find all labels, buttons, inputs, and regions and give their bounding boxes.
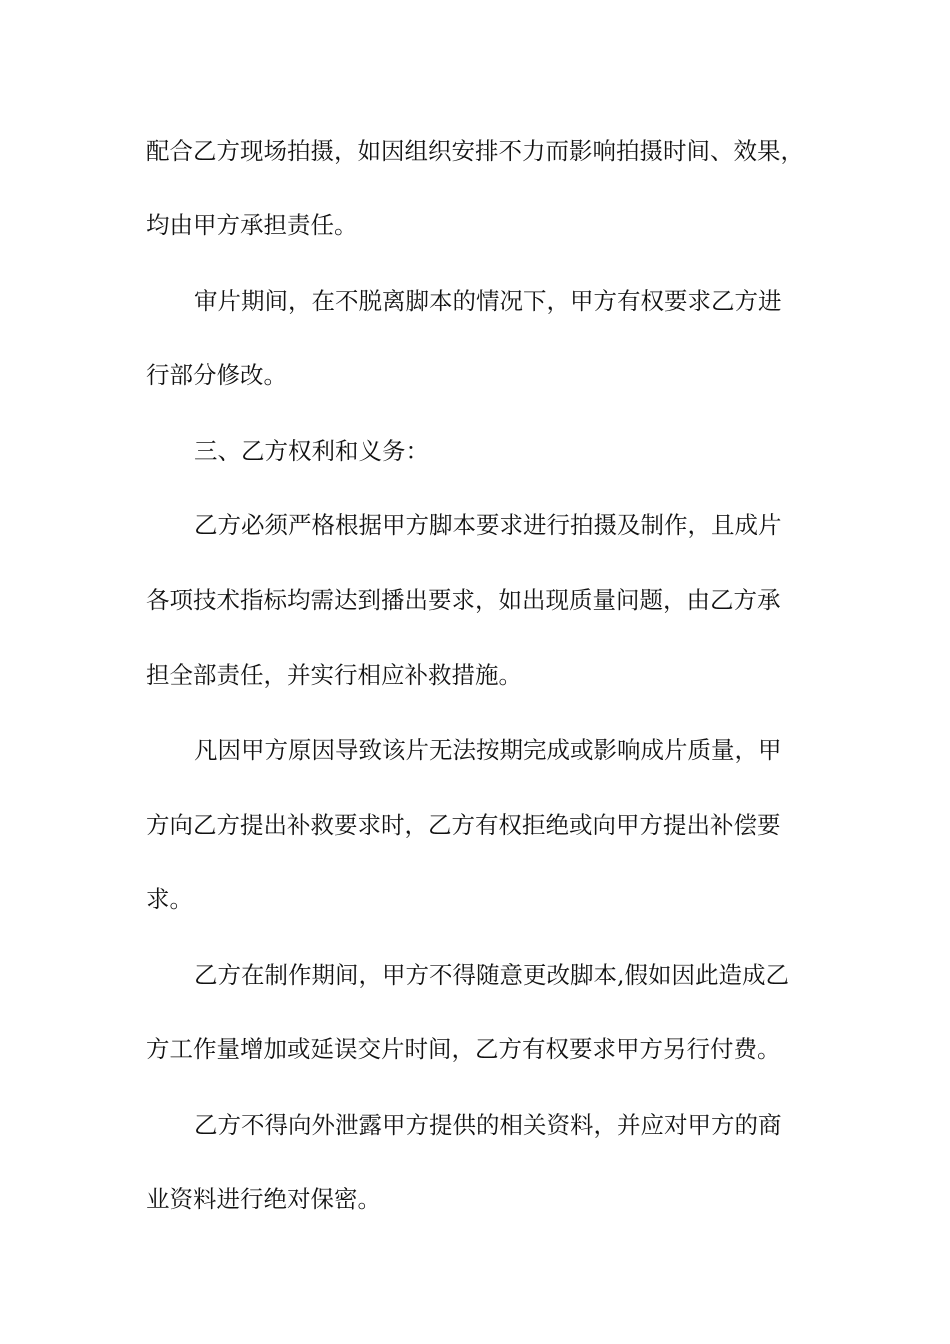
paragraph-line: 担全部责任，并实行相应补救措施。 [146, 661, 522, 689]
paragraph-line: 均由甲方承担责任。 [146, 211, 358, 239]
paragraph-line: 业资料进行绝对保密。 [146, 1185, 381, 1213]
paragraph-line: 方向乙方提出补救要求时，乙方有权拒绝或向甲方提出补偿要 [146, 811, 781, 839]
paragraph-line: 配合乙方现场拍摄，如因组织安排不力而影响拍摄时间、效果， [146, 137, 804, 165]
paragraph-line: 乙方必须严格根据甲方脚本要求进行拍摄及制作，且成片 [194, 511, 782, 539]
paragraph-line: 各项技术指标均需达到播出要求，如出现质量问题，由乙方承 [146, 586, 781, 614]
paragraph-line: 乙方不得向外泄露甲方提供的相关资料，并应对甲方的商 [194, 1111, 782, 1139]
paragraph-line: 行部分修改。 [146, 361, 287, 389]
paragraph-line: 审片期间，在不脱离脚本的情况下，甲方有权要求乙方进 [194, 287, 782, 315]
paragraph-line: 凡因甲方原因导致该片无法按期完成或影响成片质量，甲 [194, 736, 782, 764]
paragraph-line: 乙方在制作期间，甲方不得随意更改脚本,假如因此造成乙 [194, 961, 789, 989]
paragraph-line: 求。 [146, 885, 193, 913]
paragraph-line: 方工作量增加或延误交片时间，乙方有权要求甲方另行付费。 [146, 1035, 781, 1063]
section-heading: 三、乙方权利和义务： [194, 437, 429, 465]
